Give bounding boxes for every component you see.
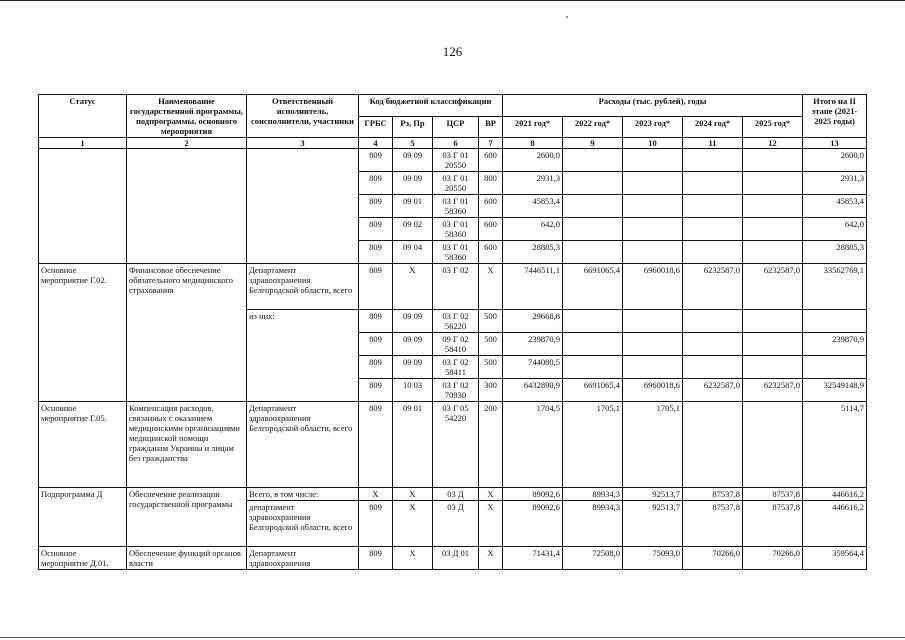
y2022-cell: [563, 356, 623, 379]
y2025-cell: 70266,0: [743, 547, 803, 570]
header-responsible: Ответственный исполнитель, соисполнители, участники: [247, 95, 359, 138]
rzpr-cell: 09 04: [393, 241, 433, 264]
y2024-cell: [683, 241, 743, 264]
csr-cell: 03 Г 01 58360: [433, 218, 479, 241]
column-number-row: [39, 138, 867, 149]
header-status: Статус: [39, 95, 127, 138]
grbs-cell: 809: [359, 333, 393, 356]
grbs-cell: 809: [359, 547, 393, 570]
total-cell: 5114,7: [803, 402, 867, 488]
y2023-cell: [623, 356, 683, 379]
total-cell: 32549148,9: [803, 379, 867, 402]
vr-cell: 500: [479, 356, 503, 379]
column-number: 13: [803, 138, 867, 149]
y2025-cell: [743, 149, 803, 172]
name-cell: Компенсация расходов, связанных с оказанием медицинскими организациями медицинской помощи гражданам Украины и лицам без гражданства: [127, 402, 247, 488]
status-cell: Основное мероприятие Д.01.: [39, 547, 127, 570]
column-number: 4: [359, 138, 393, 149]
y2021-cell: 29668,8: [503, 310, 563, 333]
y2024-cell: [683, 172, 743, 195]
total-cell: 2600,0: [803, 149, 867, 172]
rzpr-cell: 09 09: [393, 333, 433, 356]
name-cell: Обеспечение функций органов власти: [127, 547, 247, 570]
rzpr-cell: 09 01: [393, 195, 433, 218]
name-cell: Обеспечение реализации государственной программы: [127, 488, 247, 547]
vr-cell: 600: [479, 241, 503, 264]
y2021-cell: 71431,4: [503, 547, 563, 570]
responsible-cell: Департамент здравоохранения: [247, 547, 359, 570]
y2021-cell: 7446511,1: [503, 264, 563, 310]
total-cell: 359564,4: [803, 547, 867, 570]
y2022-cell: 89934,3: [563, 488, 623, 501]
rzpr-cell: Х: [393, 547, 433, 570]
rzpr-cell: 10 03: [393, 379, 433, 402]
status-cell: Подпрограмма Д: [39, 488, 127, 547]
y2023-cell: [623, 172, 683, 195]
status-cell: [39, 149, 127, 264]
csr-cell: 03 Г 02: [433, 264, 479, 310]
csr-cell: 03 Д: [433, 488, 479, 501]
y2022-cell: 89934,3: [563, 501, 623, 547]
rzpr-cell: Х: [393, 488, 433, 501]
y2022-cell: 1705,1: [563, 402, 623, 488]
column-number: 8: [503, 138, 563, 149]
y2023-cell: [623, 149, 683, 172]
total-cell: 45853,4: [803, 195, 867, 218]
grbs-cell: 809: [359, 310, 393, 333]
y2021-cell: 89092,6: [503, 488, 563, 501]
grbs-cell: 809: [359, 195, 393, 218]
total-cell: 2931,3: [803, 172, 867, 195]
y2023-cell: 6960018,6: [623, 264, 683, 310]
y2023-cell: [623, 333, 683, 356]
y2023-cell: 1705,1: [623, 402, 683, 488]
y2023-cell: [623, 241, 683, 264]
header-rzpr: Рз, Пр: [393, 116, 433, 138]
y2024-cell: 87537,8: [683, 488, 743, 501]
y2025-cell: [743, 356, 803, 379]
scan-line: [0, 0, 905, 1]
y2024-cell: 6232587,0: [683, 264, 743, 310]
y2023-cell: 75093,0: [623, 547, 683, 570]
y2025-cell: [743, 241, 803, 264]
column-number: 3: [247, 138, 359, 149]
y2024-cell: [683, 195, 743, 218]
y2023-cell: [623, 195, 683, 218]
status-cell: Основное мероприятие Г.05.: [39, 402, 127, 488]
y2022-cell: [563, 149, 623, 172]
column-number: 11: [683, 138, 743, 149]
vr-cell: 300: [479, 379, 503, 402]
vr-cell: 600: [479, 195, 503, 218]
table-row: [39, 402, 867, 488]
csr-cell: 09 Г 02 58410: [433, 333, 479, 356]
vr-cell: Х: [479, 488, 503, 501]
y2023-cell: 92513,7: [623, 501, 683, 547]
table-row: [39, 488, 867, 501]
y2022-cell: [563, 310, 623, 333]
csr-cell: 03 Г 05 54220: [433, 402, 479, 488]
column-number: 6: [433, 138, 479, 149]
grbs-cell: 809: [359, 218, 393, 241]
vr-cell: 600: [479, 218, 503, 241]
y2021-cell: 28885,3: [503, 241, 563, 264]
csr-cell: 03 Д: [433, 501, 479, 547]
header-2025: 2025 год*: [743, 116, 803, 138]
name-cell: Финансовое обеспечение обязательного медицинского страхования: [127, 264, 247, 402]
y2024-cell: [683, 356, 743, 379]
y2022-cell: [563, 241, 623, 264]
y2025-cell: 6232587,0: [743, 264, 803, 310]
responsible-cell: [247, 149, 359, 264]
vr-cell: 500: [479, 333, 503, 356]
total-cell: [803, 310, 867, 333]
header-expenses: Расходы (тыс. рублей), годы: [503, 95, 803, 117]
rzpr-cell: 09 09: [393, 310, 433, 333]
header-2024: 2024 год*: [683, 116, 743, 138]
grbs-cell: Х: [359, 488, 393, 501]
rzpr-cell: 09 02: [393, 218, 433, 241]
grbs-cell: 809: [359, 241, 393, 264]
grbs-cell: 809: [359, 172, 393, 195]
total-cell: 642,0: [803, 218, 867, 241]
y2025-cell: 6232587,0: [743, 379, 803, 402]
vr-cell: 500: [479, 310, 503, 333]
vr-cell: 800: [479, 172, 503, 195]
header-name: Наименование государственной программы, подпрограммы, основного мероприятия: [127, 95, 247, 138]
header-2021: 2021 год*: [503, 116, 563, 138]
y2025-cell: [743, 172, 803, 195]
vr-cell: Х: [479, 501, 503, 547]
csr-cell: 03 Г 01 58360: [433, 241, 479, 264]
y2021-cell: 642,0: [503, 218, 563, 241]
scan-line: [0, 637, 905, 638]
y2025-cell: [743, 402, 803, 488]
y2021-cell: 45853,4: [503, 195, 563, 218]
y2025-cell: [743, 195, 803, 218]
total-cell: [803, 356, 867, 379]
y2024-cell: [683, 149, 743, 172]
column-number: 10: [623, 138, 683, 149]
rzpr-cell: 09 09: [393, 149, 433, 172]
header-total: Итого на II этапе (2021-2025 годы): [803, 95, 867, 138]
y2022-cell: 6691065,4: [563, 264, 623, 310]
column-number: 9: [563, 138, 623, 149]
y2022-cell: [563, 333, 623, 356]
y2025-cell: [743, 333, 803, 356]
table-row: [39, 149, 867, 172]
grbs-cell: 809: [359, 501, 393, 547]
header-2023: 2023 год*: [623, 116, 683, 138]
column-number: 1: [39, 138, 127, 149]
y2021-cell: 2600,0: [503, 149, 563, 172]
csr-cell: 03 Г 02 70930: [433, 379, 479, 402]
vr-cell: 600: [479, 149, 503, 172]
y2021-cell: 2931,3: [503, 172, 563, 195]
grbs-cell: 809: [359, 149, 393, 172]
status-cell: Основное мероприятие Г.02.: [39, 264, 127, 402]
name-cell: [127, 149, 247, 264]
header-vr: ВР: [479, 116, 503, 138]
y2021-cell: 239870,9: [503, 333, 563, 356]
header-2022: 2022 год*: [563, 116, 623, 138]
y2023-cell: 6960018,6: [623, 379, 683, 402]
rzpr-cell: 09 09: [393, 356, 433, 379]
header-csr: ЦСР: [433, 116, 479, 138]
csr-cell: 03 Г 01 20550: [433, 149, 479, 172]
table-row: [39, 547, 867, 570]
vr-cell: 200: [479, 402, 503, 488]
rzpr-cell: Х: [393, 264, 433, 310]
grbs-cell: 809: [359, 264, 393, 310]
y2023-cell: [623, 218, 683, 241]
y2022-cell: [563, 218, 623, 241]
y2021-cell: 744080,5: [503, 356, 563, 379]
y2021-cell: 6432890,9: [503, 379, 563, 402]
header-budget-code: Код бюджетной классификации: [359, 95, 503, 117]
y2024-cell: [683, 333, 743, 356]
grbs-cell: 809: [359, 402, 393, 488]
y2024-cell: 6232587,0: [683, 379, 743, 402]
column-number: 5: [393, 138, 433, 149]
y2021-cell: 89092,6: [503, 501, 563, 547]
csr-cell: 03 Д 01: [433, 547, 479, 570]
page-number: 126: [442, 44, 463, 59]
rzpr-cell: 09 09: [393, 172, 433, 195]
y2023-cell: 92513,7: [623, 488, 683, 501]
y2025-cell: [743, 310, 803, 333]
y2025-cell: 87537,8: [743, 488, 803, 501]
y2022-cell: 6691065,4: [563, 379, 623, 402]
y2025-cell: 87537,8: [743, 501, 803, 547]
y2024-cell: [683, 402, 743, 488]
total-cell: 28885,3: [803, 241, 867, 264]
y2022-cell: [563, 172, 623, 195]
grbs-cell: 809: [359, 356, 393, 379]
header-grbs: ГРБС: [359, 116, 393, 138]
csr-cell: 03 Г 02 56220: [433, 310, 479, 333]
y2023-cell: [623, 310, 683, 333]
csr-cell: 03 Г 02 58411: [433, 356, 479, 379]
y2025-cell: [743, 218, 803, 241]
y2024-cell: [683, 218, 743, 241]
y2024-cell: 70266,0: [683, 547, 743, 570]
column-number: 7: [479, 138, 503, 149]
column-number: 2: [127, 138, 247, 149]
header-row: [39, 95, 867, 117]
responsible-cell: Всего, в том числе:: [247, 488, 359, 501]
total-cell: 446616,2: [803, 501, 867, 547]
csr-cell: 03 Г 01 20550: [433, 172, 479, 195]
responsible-cell: из них:: [247, 310, 359, 402]
y2022-cell: 72508,0: [563, 547, 623, 570]
column-number: 12: [743, 138, 803, 149]
rzpr-cell: 09 01: [393, 402, 433, 488]
responsible-cell: Департамент здравоохранения Белгородской области, всего: [247, 402, 359, 488]
total-cell: 446616,2: [803, 488, 867, 501]
responsible-cell: Департамент здравоохранения Белгородской области, всего: [247, 264, 359, 310]
y2024-cell: 87537,8: [683, 501, 743, 547]
y2022-cell: [563, 195, 623, 218]
y2021-cell: 1704,5: [503, 402, 563, 488]
responsible-cell: департамент здравоохранения Белгородской области, всего: [247, 501, 359, 547]
vr-cell: Х: [479, 547, 503, 570]
y2024-cell: [683, 310, 743, 333]
csr-cell: 03 Г 01 58360: [433, 195, 479, 218]
total-cell: 239870,9: [803, 333, 867, 356]
vr-cell: Х: [479, 264, 503, 310]
table-row: [39, 264, 867, 310]
grbs-cell: 809: [359, 379, 393, 402]
scan-dot: [566, 16, 568, 18]
budget-table: [38, 94, 867, 570]
total-cell: 33562769,1: [803, 264, 867, 310]
rzpr-cell: Х: [393, 501, 433, 547]
